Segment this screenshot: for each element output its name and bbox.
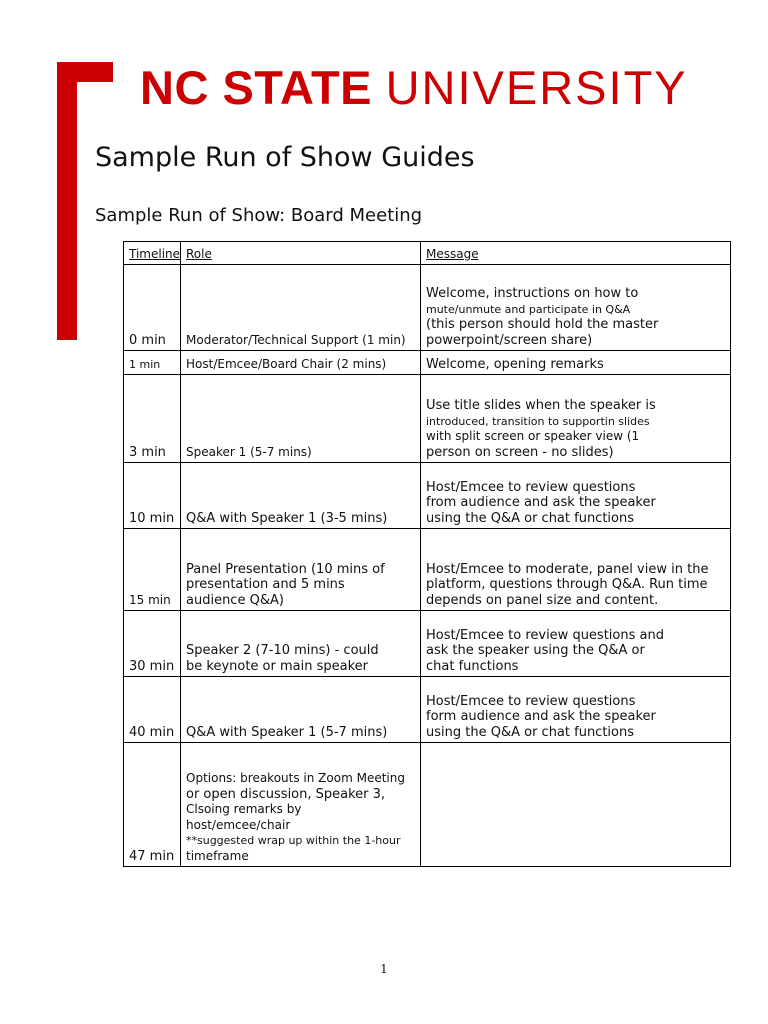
logo-light-text: UNIVERSITY: [385, 61, 688, 114]
run-of-show-table: [123, 241, 731, 867]
cell-time: 15 min: [124, 529, 181, 611]
cell-message: Welcome, instructions on how to mute/unmute and participate in Q&A (this person should hold the master powerpoint/screen share): [421, 265, 731, 351]
cell-role: Options: breakouts in Zoom Meeting or open discussion, Speaker 3, Clsoing remarks by host/emcee/chair **suggested wrap up within the 1-hour timeframe: [181, 743, 421, 867]
cell-message: Host/Emcee to review questions from audience and ask the speaker using the Q&A or chat functions: [421, 463, 731, 529]
page-number: 1: [380, 962, 388, 976]
university-logo: [140, 60, 688, 116]
section-subtitle: Sample Run of Show: Board Meeting: [95, 205, 423, 226]
cell-time: 0 min: [124, 265, 181, 351]
cell-time: 1 min: [124, 351, 181, 375]
cell-role: Speaker 2 (7-10 mins) - could be keynote or main speaker: [181, 611, 421, 677]
cell-message: Host/Emcee to review questions form audience and ask the speaker using the Q&A or chat functions: [421, 677, 731, 743]
table-row: [124, 743, 731, 867]
cell-role: Panel Presentation (10 mins of presentation and 5 mins audience Q&A): [181, 529, 421, 611]
header-message: Message: [421, 242, 731, 265]
page-title: Sample Run of Show Guides: [95, 142, 475, 173]
table-row: [124, 463, 731, 529]
cell-time: 30 min: [124, 611, 181, 677]
table-row: [124, 611, 731, 677]
table-row: [124, 677, 731, 743]
table-row: [124, 265, 731, 351]
cell-message: [421, 743, 731, 867]
cell-role: Host/Emcee/Board Chair (2 mins): [181, 351, 421, 375]
cell-time: 3 min: [124, 375, 181, 463]
cell-role: Moderator/Technical Support (1 min): [181, 265, 421, 351]
header-timeline: Timeline: [124, 242, 181, 265]
cell-time: 40 min: [124, 677, 181, 743]
header-role: Role: [181, 242, 421, 265]
cell-role: Speaker 1 (5-7 mins): [181, 375, 421, 463]
cell-message: Host/Emcee to review questions and ask the speaker using the Q&A or chat functions: [421, 611, 731, 677]
cell-time: 10 min: [124, 463, 181, 529]
table-header-row: [124, 242, 731, 265]
logo-bold-text: NC STATE: [140, 61, 373, 114]
cell-time: 47 min: [124, 743, 181, 867]
table-row: [124, 375, 731, 463]
table-row: [124, 351, 731, 375]
cell-message: Use title slides when the speaker is introduced, transition to supportin slides with split screen or speaker view (1 person on screen - no slides): [421, 375, 731, 463]
brand-bracket-graphic: [57, 62, 113, 340]
cell-role: Q&A with Speaker 1 (3-5 mins): [181, 463, 421, 529]
cell-role: Q&A with Speaker 1 (5-7 mins): [181, 677, 421, 743]
table-row: [124, 529, 731, 611]
cell-message: Host/Emcee to moderate, panel view in the platform, questions through Q&A. Run time depends on panel size and content.: [421, 529, 731, 611]
cell-message: Welcome, opening remarks: [421, 351, 731, 375]
